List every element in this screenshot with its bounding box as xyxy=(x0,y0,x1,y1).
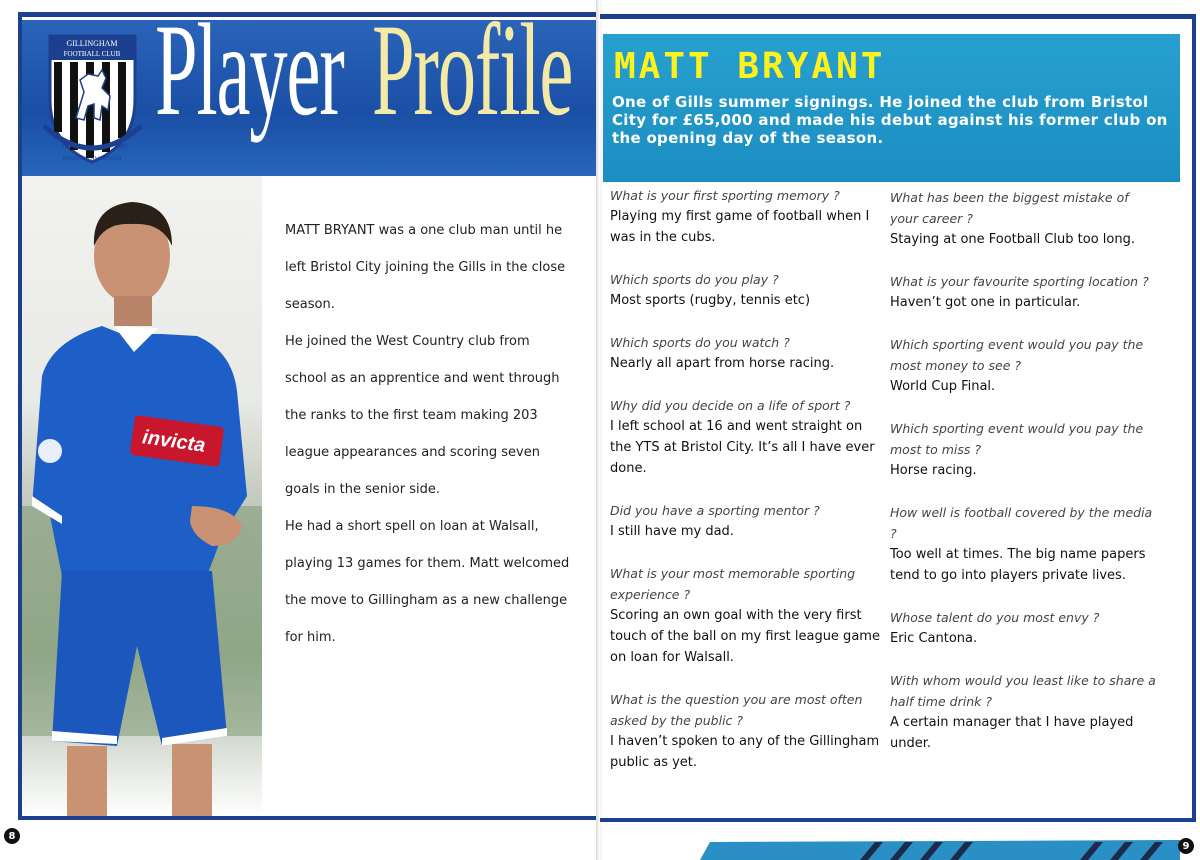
question: With whom would you least like to share a half time drink ? xyxy=(890,673,1156,709)
player-bio xyxy=(285,212,575,656)
question: Which sporting event would you pay the most to miss ? xyxy=(890,421,1144,457)
answer: I haven’t spoken to any of the Gillingham public as yet. xyxy=(610,734,880,770)
page-number-left: 8 xyxy=(4,828,20,844)
question: What is your first sporting memory ? xyxy=(610,188,840,203)
club-crest xyxy=(40,30,145,165)
question: What is your favourite sporting location ? xyxy=(890,274,1149,289)
shirt-sponsor: invicta xyxy=(140,426,207,457)
question: How well is football covered by the media ? xyxy=(890,505,1153,541)
page-number-right: 9 xyxy=(1178,838,1194,854)
crest-top-text: GILLINGHAM xyxy=(66,39,118,48)
answer: I still have my dad. xyxy=(610,524,734,539)
qa-item xyxy=(890,271,1160,313)
crest-year-text: 1893 xyxy=(116,144,128,150)
player-intro: One of Gills summer signings. He joined the club from Bristol City for £65,000 and made his debut against his former club on the opening day of the season. xyxy=(612,93,1168,147)
question: Whose talent do you most envy ? xyxy=(890,610,1100,625)
crest-middle-text: FOOTBALL CLUB xyxy=(63,50,121,58)
qa-column-right xyxy=(890,187,1160,754)
answer: Too well at times. The big name papers tend to go into players private lives. xyxy=(890,547,1146,583)
crest-est-text: EST. xyxy=(62,144,74,150)
player-name: MATT BRYANT xyxy=(614,46,886,87)
question: Why did you decide on a life of sport ? xyxy=(610,398,851,413)
answer: Staying at one Football Club too long. xyxy=(890,232,1135,247)
player-photo xyxy=(22,176,262,816)
qa-item xyxy=(890,670,1160,754)
left-page xyxy=(0,0,598,860)
question: Did you have a sporting mentor ? xyxy=(610,503,820,518)
qa-item xyxy=(610,689,880,773)
qa-item xyxy=(610,332,880,374)
qa-item xyxy=(890,334,1160,397)
answer: Nearly all apart from horse racing. xyxy=(610,356,835,371)
qa-item xyxy=(890,502,1160,586)
question: What is your most memorable sporting experience ? xyxy=(610,566,856,602)
qa-item xyxy=(890,187,1160,250)
qa-item xyxy=(890,607,1160,649)
question: What is the question you are most often asked by the public ? xyxy=(610,692,863,728)
question: What has been the biggest mistake of your career ? xyxy=(890,190,1129,226)
qa-column-left xyxy=(610,185,880,773)
bio-paragraph: MATT BRYANT was a one club man until he left Bristol City joining the Gills in the close season. xyxy=(285,223,566,312)
bio-paragraph: He joined the West Country club from school as an apprentice and went through the ranks to the first team making 203 league appearances and scoring seven goals in the senior side. xyxy=(285,334,560,497)
qa-item xyxy=(610,563,880,668)
qa-item xyxy=(610,395,880,479)
answer: Haven’t got one in particular. xyxy=(890,295,1081,310)
answer: Scoring an own goal with the very first touch of the ball on my first league game on loan for Walsall. xyxy=(610,608,880,665)
title-player-word: Player xyxy=(155,0,344,143)
title-profile-word: Profile xyxy=(372,0,573,143)
answer: I left school at 16 and went straight on the YTS at Bristol City. It’s all I have ever done. xyxy=(610,419,875,476)
question: Which sporting event would you pay the most money to see ? xyxy=(890,337,1144,373)
decorative-corner-band xyxy=(700,836,1180,860)
answer: Most sports (rugby, tennis etc) xyxy=(610,293,811,308)
answer: Eric Cantona. xyxy=(890,631,978,646)
qa-item xyxy=(610,185,880,248)
question: Which sports do you play ? xyxy=(610,272,779,287)
answer: Horse racing. xyxy=(890,463,977,478)
bio-paragraph: He had a short spell on loan at Walsall, playing 13 games for them. Matt welcomed the move to Gillingham as a new challenge for him. xyxy=(285,519,570,645)
crest-motto-text: DOMUS CLAMANTIUM xyxy=(62,156,122,162)
qa-item xyxy=(610,269,880,311)
qa-item xyxy=(610,500,880,542)
answer: World Cup Final. xyxy=(890,379,996,394)
answer: Playing my first game of football when I was in the cubs. xyxy=(610,209,870,245)
qa-item xyxy=(890,418,1160,481)
question: Which sports do you watch ? xyxy=(610,335,790,350)
answer: A certain manager that I have played under. xyxy=(890,715,1134,751)
